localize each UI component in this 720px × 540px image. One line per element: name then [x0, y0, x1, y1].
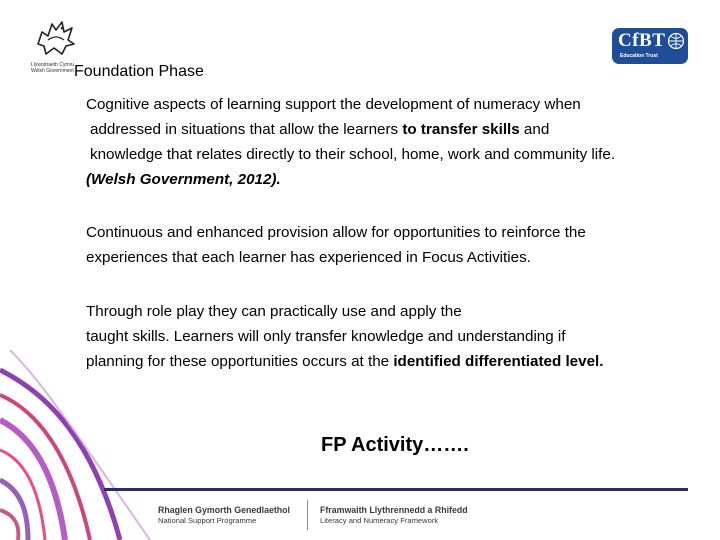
footer-divider	[104, 488, 688, 491]
globe-icon	[667, 32, 685, 50]
emphasis-transfer-skills: to transfer skills	[402, 121, 520, 138]
footer-separator	[307, 500, 308, 530]
citation: (Welsh Government, 2012).	[86, 171, 281, 188]
paragraph-line: experiences that each learner has experienced in Focus Activities.	[86, 249, 531, 266]
paragraph-line: taught skills. Learners will only transfer knowledge and understanding if	[86, 328, 566, 345]
cfbt-logo	[612, 28, 688, 64]
government-caption-welsh: Llywodraeth Cymru	[31, 62, 75, 68]
government-caption-english: Welsh Government	[31, 68, 74, 74]
footer-lnf	[320, 505, 468, 525]
decorative-swirl	[0, 350, 160, 540]
footer-nsp-subtitle: National Support Programme	[158, 516, 257, 525]
paragraph-line: addressed in situations that allow the learners to transfer skills and	[90, 121, 550, 138]
phase-title: Foundation Phase	[74, 63, 204, 80]
emphasis-differentiated-level: identified differentiated level.	[393, 353, 604, 370]
paragraph-role-play	[86, 299, 603, 374]
paragraph-line: Continuous and enhanced provision allow for opportunities to reinforce the	[86, 224, 586, 241]
paragraph-provision	[86, 220, 586, 270]
activity-heading: FP Activity…….	[321, 434, 469, 456]
paragraph-line: Through role play they can practically use and apply the	[86, 303, 462, 320]
paragraph-line: Cognitive aspects of learning support the development of numeracy when	[86, 96, 581, 113]
welsh-dragon-icon	[32, 14, 80, 62]
paragraph-numeracy	[86, 92, 615, 192]
footer-lnf-subtitle: Literacy and Numeracy Framework	[320, 516, 439, 525]
footer-nsp-title: Rhaglen Gymorth Genedlaethol	[158, 505, 290, 515]
paragraph-line: planning for these opportunities occurs at the identified differentiated level.	[86, 353, 604, 370]
paragraph-line: knowledge that relates directly to their school, home, work and community life.	[90, 146, 616, 163]
footer-lnf-title: Fframwaith Llythrennedd a Rhifedd	[320, 505, 468, 515]
cfbt-brand: CfBT	[618, 30, 666, 51]
cfbt-tagline: Education Trust	[620, 53, 658, 59]
footer-nsp	[158, 505, 290, 525]
